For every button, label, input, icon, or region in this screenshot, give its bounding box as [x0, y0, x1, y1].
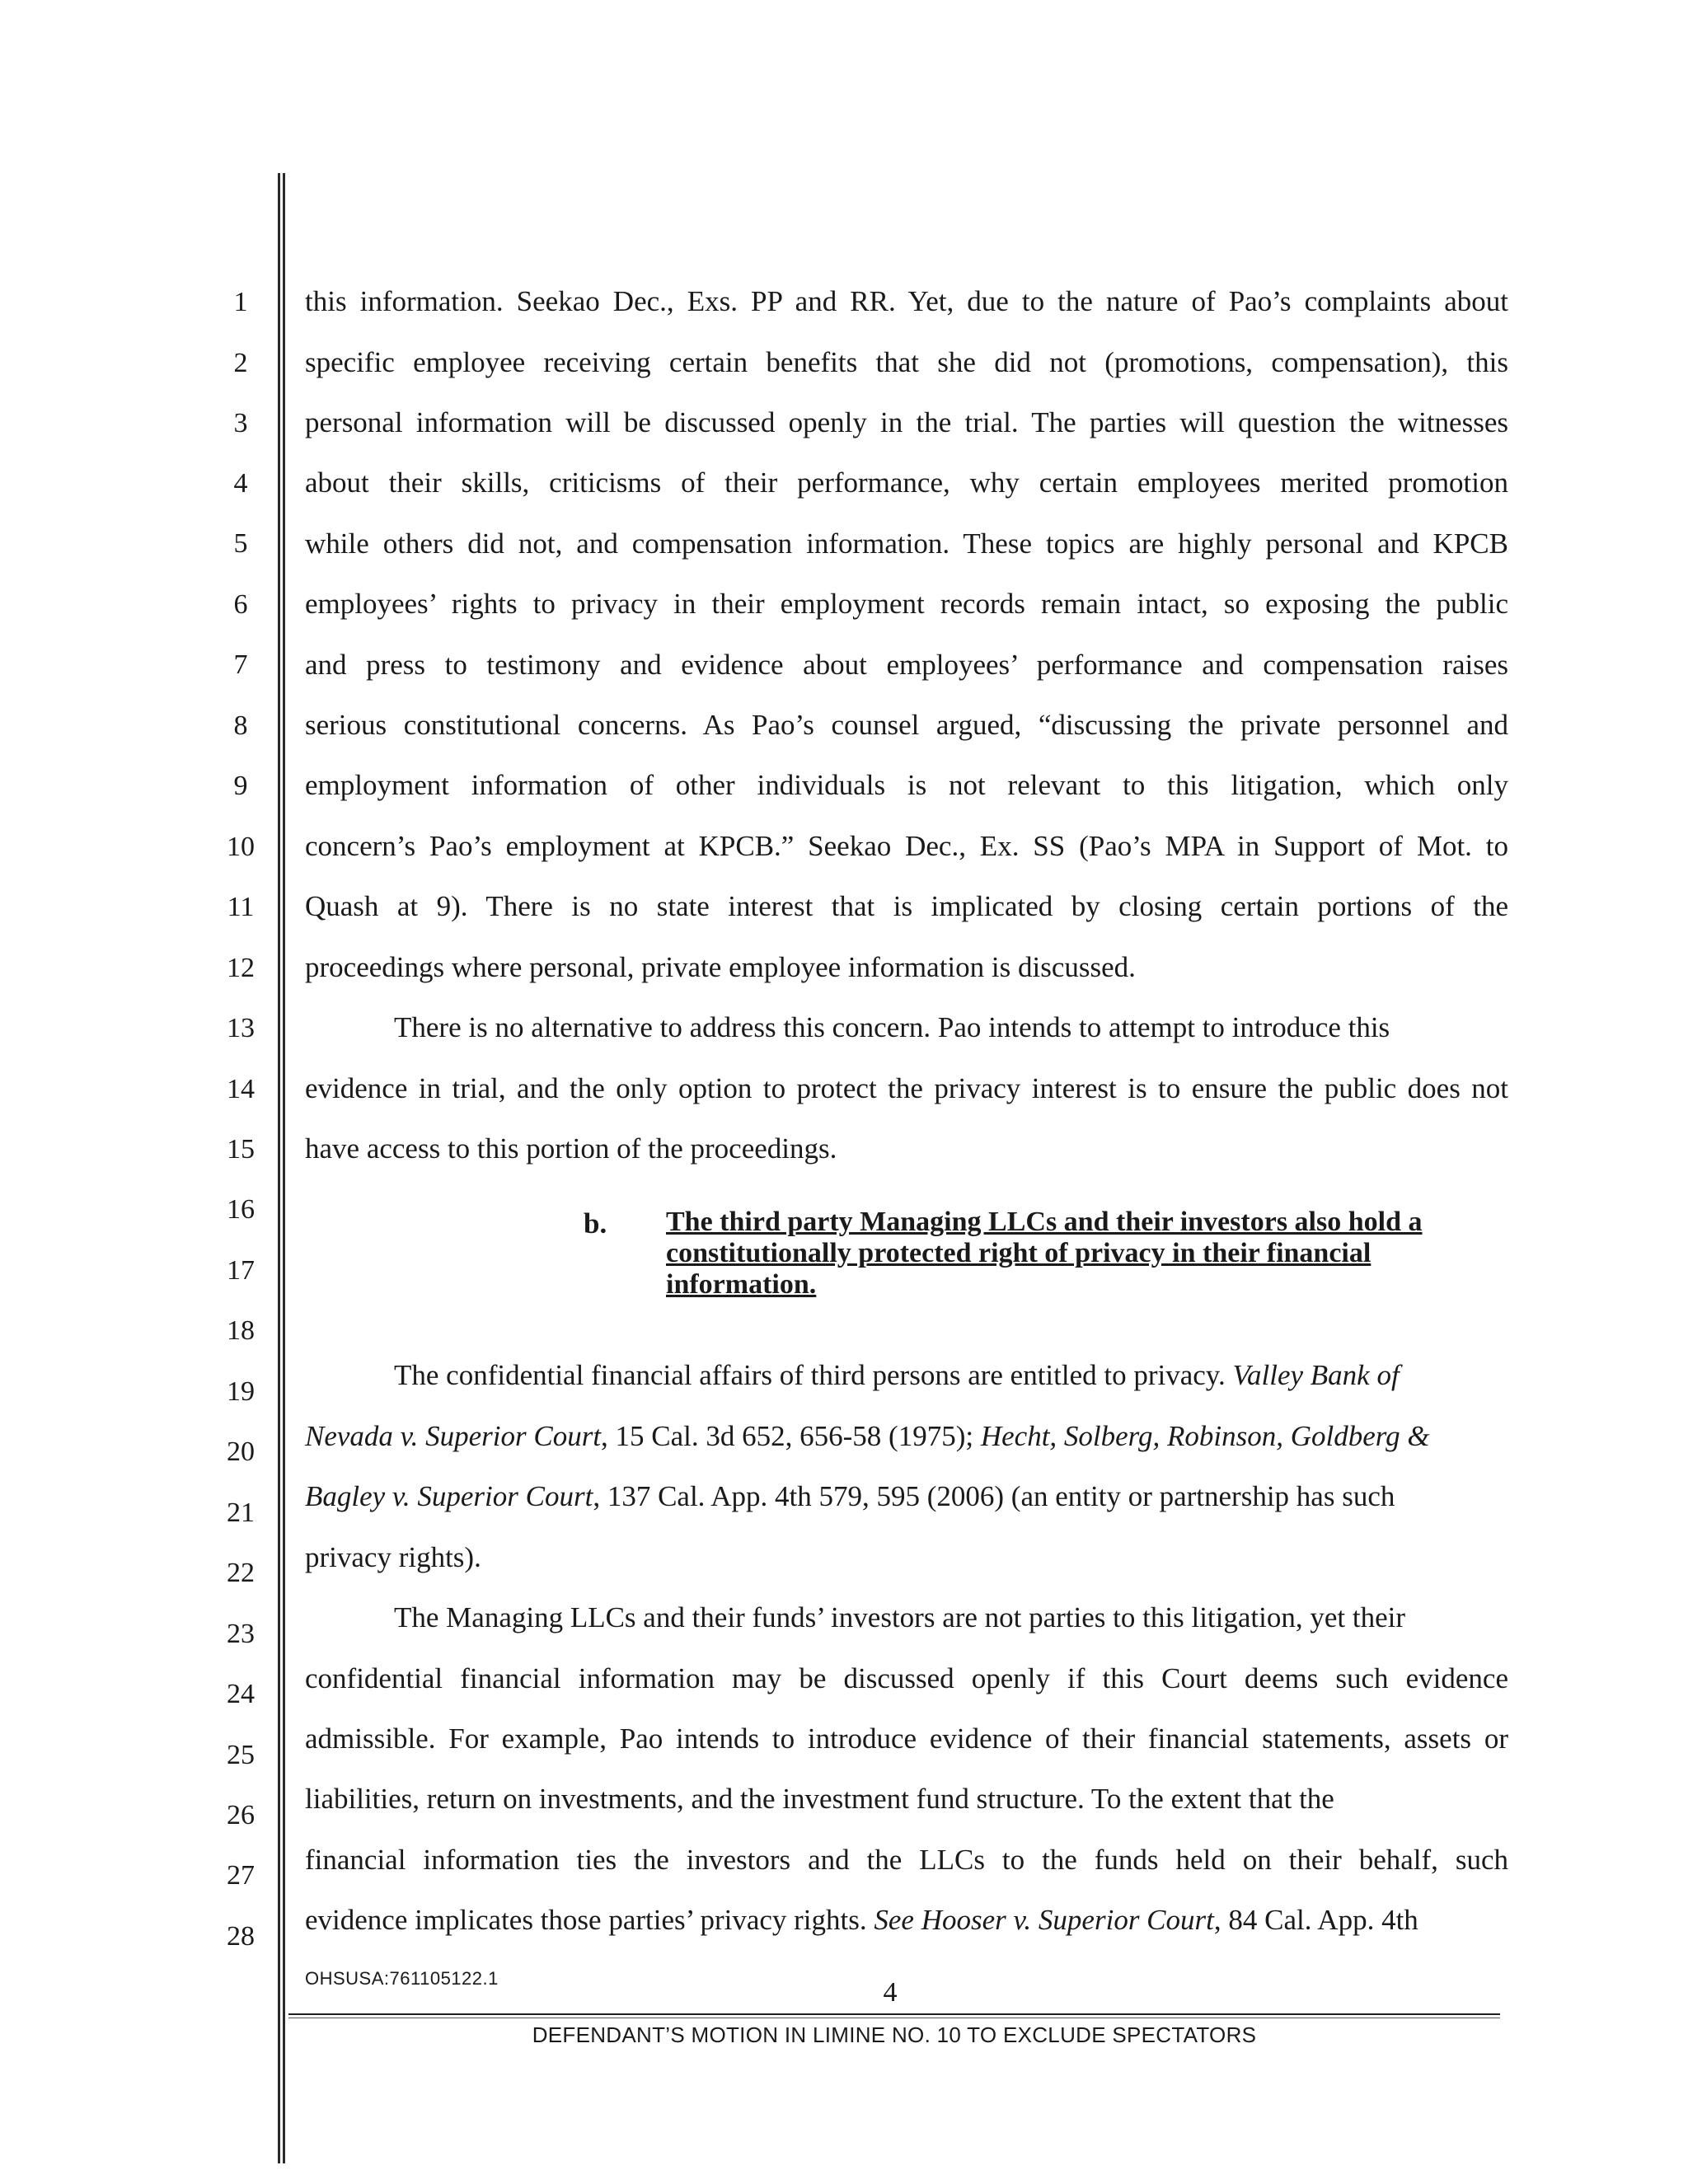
text-line [305, 1419, 1508, 1454]
text-line: while others did not, and compensation information. These topics are highly personal and KPCB [305, 527, 1508, 560]
line-number: 5 [233, 528, 248, 559]
text-run: The confidential financial affairs of third persons are entitled to privacy. [394, 1359, 1233, 1391]
line-number: 17 [227, 1255, 255, 1286]
case-citation: Bagley v. Superior Court [305, 1480, 593, 1512]
line-number: 14 [227, 1074, 255, 1104]
text-line: admissible. For example, Pao intends to introduce evidence of their financial statements, assets or [305, 1722, 1508, 1755]
left-margin-rule [278, 173, 280, 2163]
line-number: 19 [227, 1376, 255, 1407]
line-number: 24 [227, 1679, 255, 1709]
line-number: 13 [227, 1013, 255, 1043]
text-line: There is no alternative to address this concern. Pao intends to attempt to introduce this [394, 1011, 1390, 1043]
case-citation: See Hooser v. Superior Court [874, 1904, 1214, 1936]
text-line: The Managing LLCs and their funds’ investors are not parties to this litigation, yet their [394, 1601, 1405, 1633]
text-line: this information. Seekao Dec., Exs. PP and RR. Yet, due to the nature of Pao’s complaints about [305, 285, 1508, 317]
left-margin-rule-inner [283, 173, 285, 2163]
text-run: , 84 Cal. App. 4th [1213, 1904, 1418, 1936]
text-run: , 137 Cal. App. 4th 579, 595 (2006) (an entity or partnership has such [593, 1480, 1395, 1512]
line-number: 28 [227, 1921, 255, 1952]
line-number: 8 [233, 710, 248, 741]
line-number: 10 [227, 832, 255, 862]
text-line: confidential financial information may be discussed openly if this Court deems such evidence [305, 1662, 1508, 1694]
text-line: privacy rights). [305, 1541, 481, 1573]
line-number: 12 [227, 953, 255, 983]
text-line: Quash at 9). There is no state interest that is implicated by closing certain portions of the [305, 890, 1508, 922]
line-number: 20 [227, 1436, 255, 1467]
text-line: specific employee receiving certain benefits that she did not (promotions, compensation), this [305, 346, 1508, 378]
case-citation: Hecht, Solberg, Robinson, Goldberg & [980, 1420, 1430, 1452]
footer-title: DEFENDANT’S MOTION IN LIMINE NO. 10 TO EXCLUDE SPECTATORS [532, 2022, 1257, 2047]
section-heading-line: information. [666, 1269, 817, 1300]
text-line: about their skills, criticisms of their performance, why certain employees merited promotion [305, 466, 1508, 499]
line-number: 15 [227, 1134, 255, 1165]
line-number: 11 [227, 892, 255, 922]
text-line: employment information of other individuals is not relevant to this litigation, which only [305, 769, 1508, 801]
page-number: 4 [883, 1977, 898, 2008]
text-line: proceedings where personal, private employee information is discussed. [305, 951, 1136, 983]
text-line: and press to testimony and evidence about employees’ performance and compensation raises [305, 649, 1508, 681]
document-id: OHSUSA:761105122.1 [305, 1968, 499, 1989]
text-run: evidence implicates those parties’ privacy rights. [305, 1904, 874, 1936]
line-number: 27 [227, 1860, 255, 1891]
line-number: 4 [233, 468, 248, 499]
text-line: personal information will be discussed openly in the trial. The parties will question the witnesses [305, 406, 1508, 438]
text-run: , 15 Cal. 3d 652, 656-58 (1975); [601, 1420, 981, 1452]
line-number: 21 [227, 1497, 255, 1528]
case-citation: Nevada v. Superior Court [305, 1420, 602, 1452]
text-line: concern’s Pao’s employment at KPCB.” Seekao Dec., Ex. SS (Pao’s MPA in Support of Mot. to [305, 830, 1508, 862]
text-line [305, 1903, 1508, 1938]
line-number: 2 [233, 348, 248, 378]
line-number: 1 [233, 287, 248, 317]
line-number: 3 [233, 408, 248, 438]
text-line [305, 1479, 1508, 1514]
footer-rule [288, 2013, 1500, 2015]
line-number: 18 [227, 1315, 255, 1346]
section-heading-line: constitutionally protected right of privacy in their financial [666, 1238, 1372, 1268]
line-number: 25 [227, 1740, 255, 1770]
section-heading-marker: b. [584, 1207, 607, 1240]
text-line: liabilities, return on investments, and the investment fund structure. To the extent that the [305, 1783, 1334, 1815]
case-citation: Valley Bank of [1232, 1359, 1400, 1391]
line-number: 9 [233, 771, 248, 801]
text-line: serious constitutional concerns. As Pao’s counsel argued, “discussing the private personnel and [305, 709, 1508, 741]
line-number: 22 [227, 1558, 255, 1588]
line-number: 6 [233, 589, 248, 620]
line-number: 23 [227, 1619, 255, 1649]
text-line [394, 1358, 1597, 1393]
section-heading-line: The third party Managing LLCs and their investors also hold a [666, 1207, 1423, 1237]
text-line: financial information ties the investors and the LLCs to the funds held on their behalf, such [305, 1844, 1508, 1876]
line-number: 16 [227, 1194, 255, 1225]
text-line: employees’ rights to privacy in their employment records remain intact, so exposing the public [305, 588, 1508, 620]
text-line: evidence in trial, and the only option to protect the privacy interest is to ensure the public does not [305, 1072, 1508, 1104]
line-number: 26 [227, 1800, 255, 1830]
line-number: 7 [233, 649, 248, 680]
text-line: have access to this portion of the proceedings. [305, 1132, 837, 1165]
